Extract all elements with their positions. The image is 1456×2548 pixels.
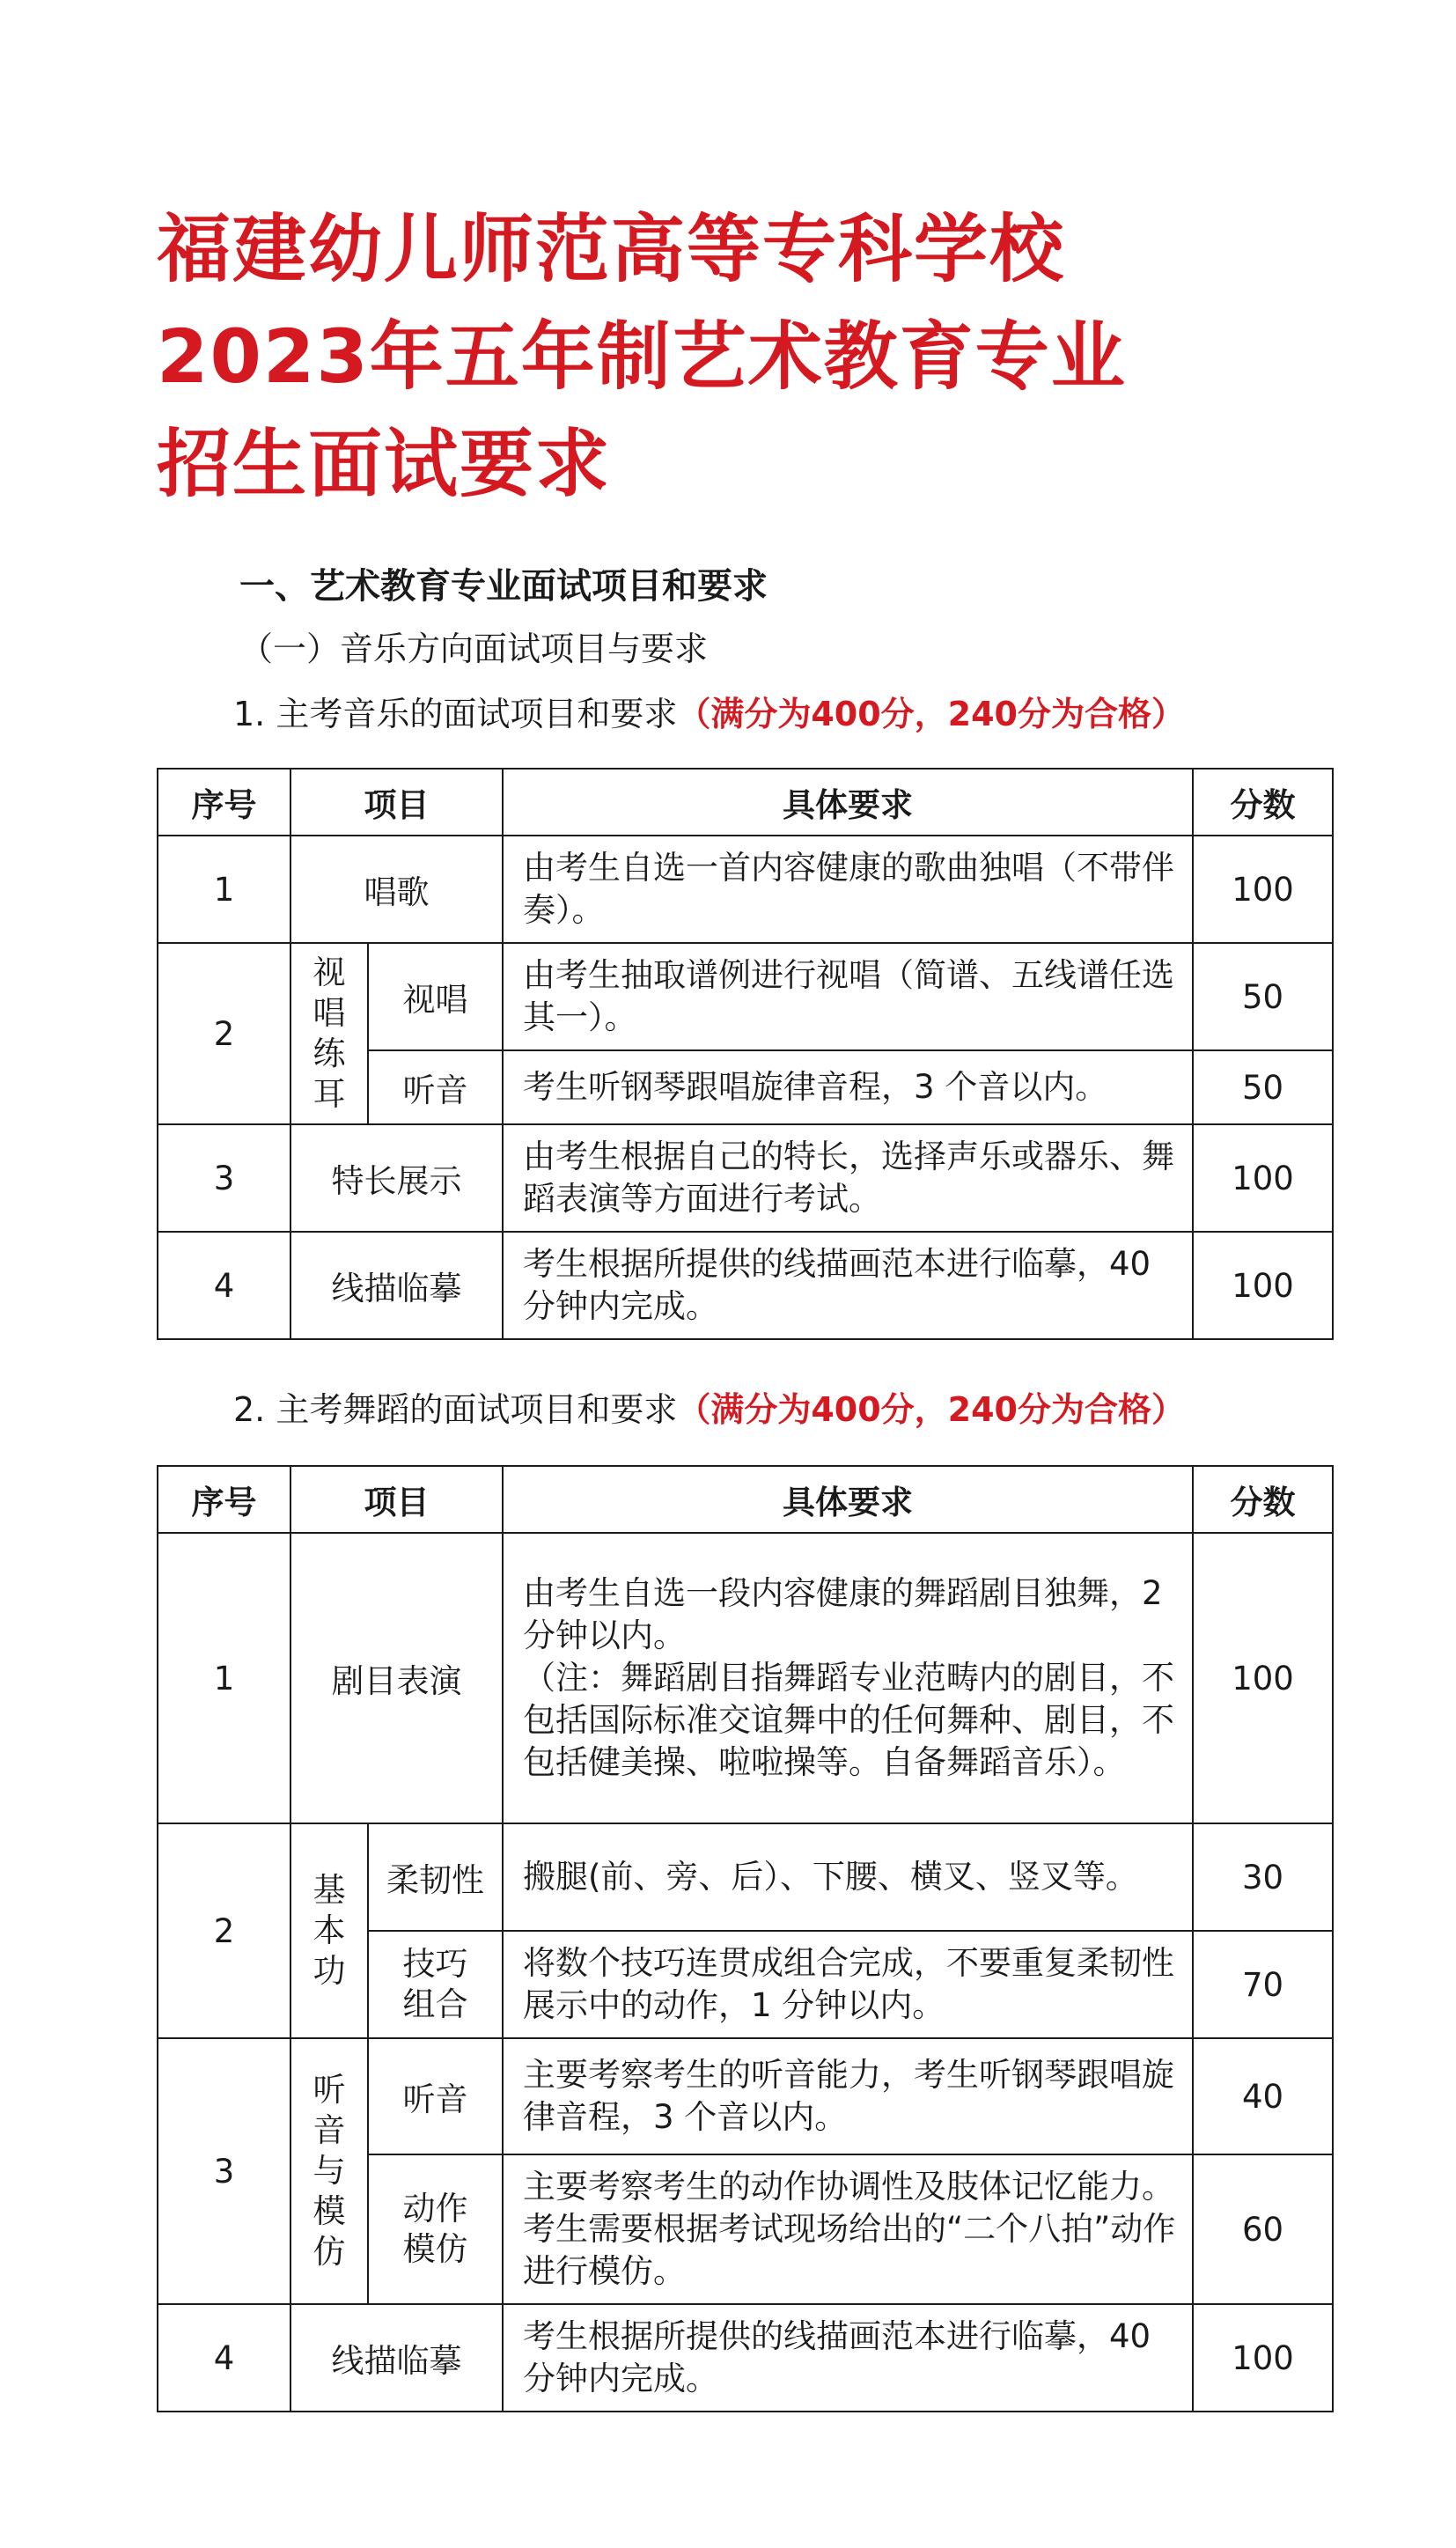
row-score: 100	[1193, 1232, 1333, 1339]
row-score: 50	[1193, 1050, 1333, 1124]
row-item-line: 模仿	[402, 2230, 468, 2268]
music-score-note: （满分为400分，240分为合格）	[677, 695, 1185, 733]
header-req: 具体要求	[503, 1466, 1193, 1533]
row-req-main: 由考生自选一段内容健康的舞蹈剧目独舞，2 分钟以内。	[523, 1574, 1163, 1654]
subsection-heading: （一）音乐方向面试项目与要求	[239, 630, 709, 668]
row-item	[368, 2154, 503, 2304]
table-row	[158, 2038, 1333, 2154]
row-req	[503, 1533, 1193, 1823]
row-score: 60	[1193, 2154, 1333, 2304]
row-no: 3	[158, 2038, 290, 2304]
group-char: 模	[313, 2192, 346, 2230]
music-table-heading	[233, 687, 1185, 735]
row-score: 100	[1193, 1533, 1333, 1823]
row-score: 70	[1193, 1931, 1333, 2038]
row-group-label	[290, 1823, 368, 2038]
table-row	[158, 836, 1333, 943]
row-req: 考生听钢琴跟唱旋律音程，3 个音以内。	[503, 1050, 1193, 1124]
row-score: 100	[1193, 836, 1333, 943]
row-no: 3	[158, 1124, 290, 1232]
table-row	[158, 1533, 1333, 1823]
row-req: 由考生抽取谱例进行视唱（简谱、五线谱任选其一）。	[503, 943, 1193, 1050]
row-item: 柔韧性	[368, 1823, 503, 1931]
table-row	[158, 1823, 1333, 1931]
row-item: 听音	[368, 2038, 503, 2154]
dance-requirements-table	[157, 1465, 1334, 2412]
row-item: 视唱	[368, 943, 503, 1050]
row-req: 由考生根据自己的特长，选择声乐或器乐、舞蹈表演等方面进行考试。	[503, 1124, 1193, 1232]
dance-score-note: （满分为400分，240分为合格）	[677, 1390, 1185, 1429]
header-no: 序号	[158, 1466, 290, 1533]
header-score: 分数	[1193, 1466, 1333, 1533]
table-header-row	[158, 1466, 1333, 1533]
row-score: 30	[1193, 1823, 1333, 1931]
row-req: 将数个技巧连贯成组合完成，不要重复柔韧性展示中的动作，1 分钟以内。	[503, 1931, 1193, 2038]
row-group-label	[290, 943, 368, 1124]
row-item-line: 组合	[402, 1985, 468, 2023]
row-score: 40	[1193, 2038, 1333, 2154]
row-req: 主要考察考生的听音能力，考生听钢琴跟唱旋律音程，3 个音以内。	[503, 2038, 1193, 2154]
section-heading: 一、艺术教育专业面试项目和要求	[239, 566, 768, 607]
row-no: 1	[158, 836, 290, 943]
row-item: 唱歌	[290, 836, 503, 943]
row-req: 考生根据所提供的线描画范本进行临摹，40 分钟内完成。	[503, 2304, 1193, 2412]
row-item: 线描临摹	[290, 1232, 503, 1339]
row-item	[368, 1931, 503, 2038]
row-no: 1	[158, 1533, 290, 1823]
row-req: 由考生自选一首内容健康的歌曲独唱（不带伴奏）。	[503, 836, 1193, 943]
header-item: 项目	[290, 769, 503, 836]
row-item: 听音	[368, 1050, 503, 1124]
row-no: 2	[158, 1823, 290, 2038]
title-line-2: 2023年五年制艺术教育专业	[157, 313, 1127, 400]
row-score: 100	[1193, 1124, 1333, 1232]
group-char: 本	[313, 1911, 346, 1949]
table-header-row	[158, 769, 1333, 836]
group-char: 听	[313, 2071, 346, 2109]
row-req: 考生根据所提供的线描画范本进行临摹，40 分钟内完成。	[503, 1232, 1193, 1339]
header-no: 序号	[158, 769, 290, 836]
row-req-note: （注：舞蹈剧目指舞蹈专业范畴内的剧目，不包括国际标准交谊舞中的任何舞种、剧目，不包括健美操、啦啦操等。自备舞蹈音乐）。	[523, 1659, 1174, 1781]
music-heading-text: 1. 主考音乐的面试项目和要求	[233, 695, 678, 733]
row-item: 特长展示	[290, 1124, 503, 1232]
row-score: 100	[1193, 2304, 1333, 2412]
row-no: 2	[158, 943, 290, 1124]
group-char: 与	[313, 2152, 346, 2190]
group-char: 视	[313, 954, 346, 991]
group-char: 功	[313, 1952, 346, 1990]
row-no: 4	[158, 1232, 290, 1339]
table-row	[158, 1124, 1333, 1232]
row-item-line: 技巧	[402, 1945, 468, 1983]
group-char: 唱	[313, 994, 346, 1032]
header-item: 项目	[290, 1466, 503, 1533]
row-item-line: 动作	[402, 2190, 468, 2228]
header-req: 具体要求	[503, 769, 1193, 836]
dance-heading-text: 2. 主考舞蹈的面试项目和要求	[233, 1390, 678, 1429]
table-row	[158, 1232, 1333, 1339]
row-req: 主要考察考生的动作协调性及肢体记忆能力。考生需要根据考试现场给出的“二个八拍”动作进行模仿。	[503, 2154, 1193, 2304]
title-line-3: 招生面试要求	[157, 421, 612, 507]
row-item: 剧目表演	[290, 1533, 503, 1823]
table-row	[158, 2304, 1333, 2412]
group-char: 基	[313, 1871, 346, 1909]
group-char: 练	[313, 1035, 346, 1072]
title-line-1: 福建幼儿师范高等专科学校	[157, 206, 1066, 292]
music-requirements-table	[157, 768, 1334, 1340]
row-no: 4	[158, 2304, 290, 2412]
row-req: 搬腿(前、旁、后）、下腰、横叉、竖叉等。	[503, 1823, 1193, 1931]
table-row	[158, 943, 1333, 1050]
group-char: 音	[313, 2111, 346, 2149]
row-group-label	[290, 2038, 368, 2304]
group-char: 耳	[313, 1075, 346, 1113]
page-title	[157, 195, 1127, 518]
row-item: 线描临摹	[290, 2304, 503, 2412]
header-score: 分数	[1193, 769, 1333, 836]
group-char: 仿	[313, 2233, 346, 2271]
row-score: 50	[1193, 943, 1333, 1050]
dance-table-heading	[233, 1382, 1185, 1431]
